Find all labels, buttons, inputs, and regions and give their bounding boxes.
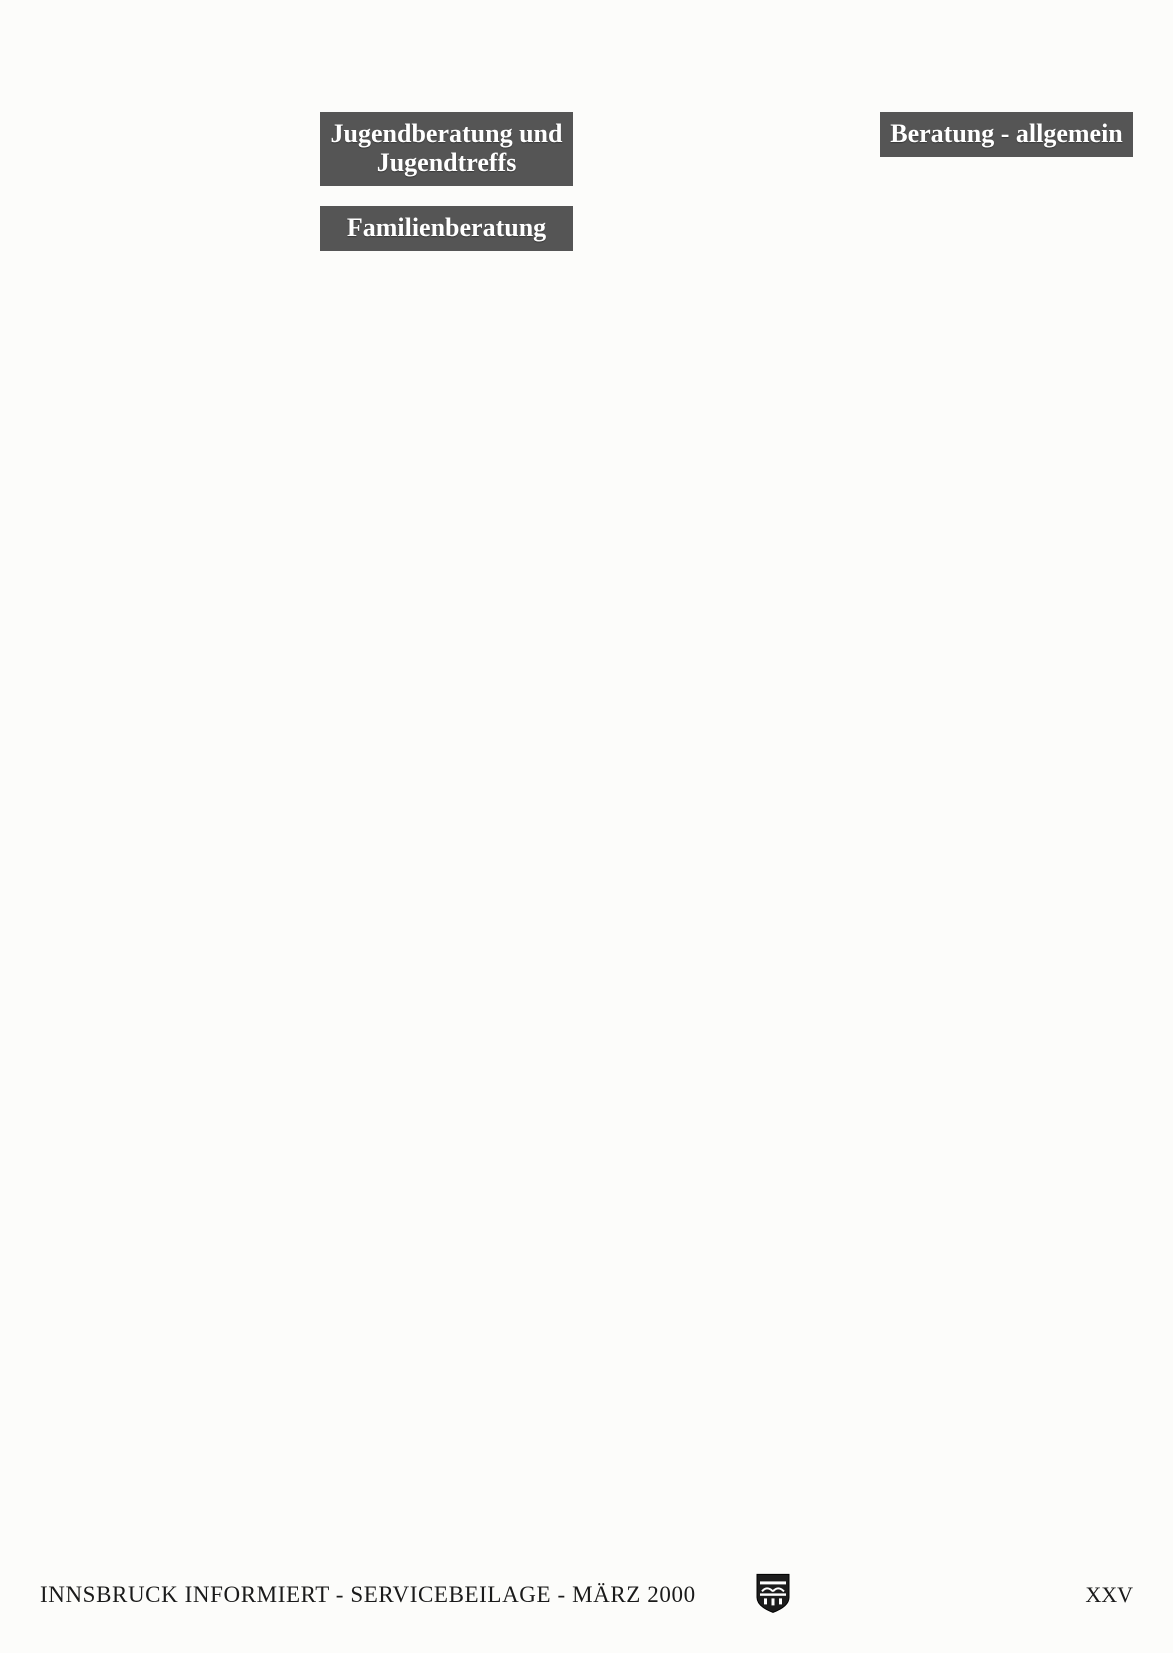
banner-jugendberatung: Jugendberatung und Jugendtreffs (320, 112, 573, 186)
column-2 (320, 92, 573, 267)
column-3 (600, 92, 853, 267)
page-footer (40, 1582, 1133, 1608)
banner-beratung-allgemein: Beratung - allgemein (880, 112, 1133, 157)
content-columns (40, 92, 1133, 267)
banner-familienberatung: Familienberatung (320, 206, 573, 251)
column-1 (40, 92, 293, 267)
innsbruck-coat-of-arms-logo (756, 1573, 790, 1613)
footer-title: INNSBRUCK INFORMIERT - SERVICEBEILAGE - MÄRZ 2000 (40, 1582, 696, 1607)
column-4 (880, 92, 1133, 267)
page-number: XXV (1085, 1582, 1133, 1607)
